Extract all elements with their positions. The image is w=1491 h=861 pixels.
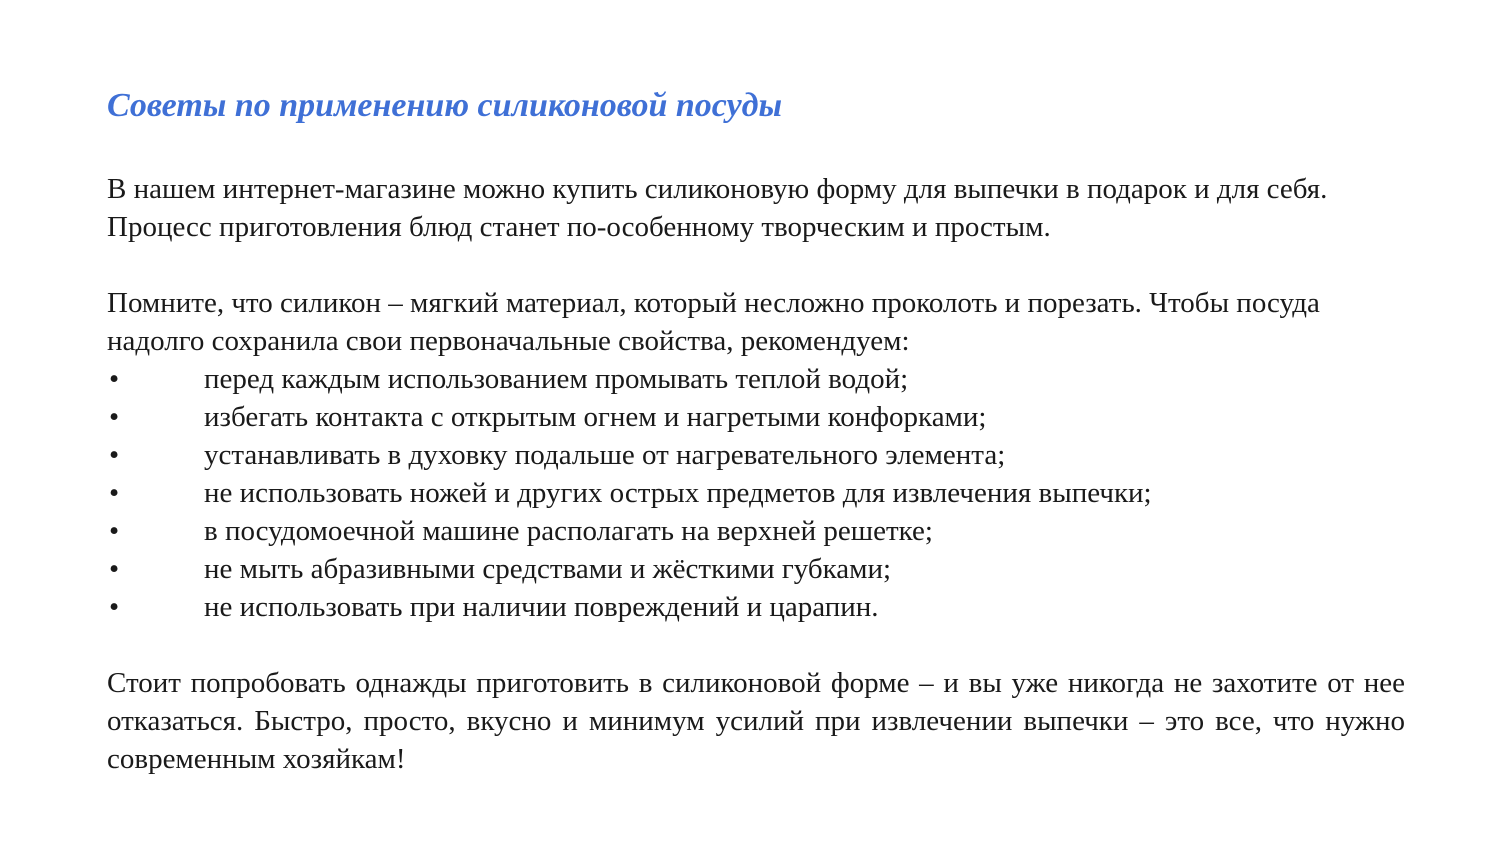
care-paragraph: Помните, что силикон – мягкий материал, который несложно проколоть и порезать. Чтобы посуда надолго сохранила свои первоначальные свойства, рекомендуем:	[107, 287, 1320, 357]
list-item-text: не использовать ножей и других острых предметов для извлечения выпечки;	[204, 477, 1152, 509]
page-title: Советы по применению силиконовой посуды	[107, 87, 783, 124]
list-item-text: не использовать при наличии повреждений и царапин.	[204, 591, 879, 623]
closing-paragraph: Стоит попробовать однажды приготовить в силиконовой форме – и вы уже никогда не захотите от нее отказаться. Быстро, просто, вкусно и минимум усилий при извлечении выпечки – это все, что нужно современным хозяйкам!	[107, 667, 1405, 775]
list-item-text: избегать контакта с открытым огнем и нагретыми конфорками;	[204, 401, 987, 433]
bullet-icon: •	[109, 439, 120, 471]
list-item	[107, 474, 1405, 512]
list-item	[107, 436, 1405, 474]
list-item-text: перед каждым использованием промывать теплой водой;	[204, 363, 909, 395]
list-item-text: устанавливать в духовку подальше от нагревательного элемента;	[204, 439, 1006, 471]
list-item	[107, 360, 1405, 398]
list-item	[107, 512, 1405, 550]
list-item-text: в посудомоечной машине располагать на верхней решетке;	[204, 515, 933, 547]
tips-list	[107, 360, 1405, 626]
list-item	[107, 588, 1405, 626]
bullet-icon: •	[109, 515, 120, 547]
bullet-icon: •	[109, 553, 120, 585]
bullet-icon: •	[109, 477, 120, 509]
list-item-text: не мыть абразивными средствами и жёсткими губками;	[204, 553, 892, 585]
document-page	[107, 84, 1405, 778]
list-item	[107, 398, 1405, 436]
bullet-icon: •	[109, 363, 120, 395]
bullet-icon: •	[109, 591, 120, 623]
bullet-icon: •	[109, 401, 120, 433]
intro-paragraph: В нашем интернет-магазине можно купить силиконовую форму для выпечки в подарок и для себя. Процесс приготовления блюд станет по-особенному творческим и простым.	[107, 173, 1328, 243]
list-item	[107, 550, 1405, 588]
